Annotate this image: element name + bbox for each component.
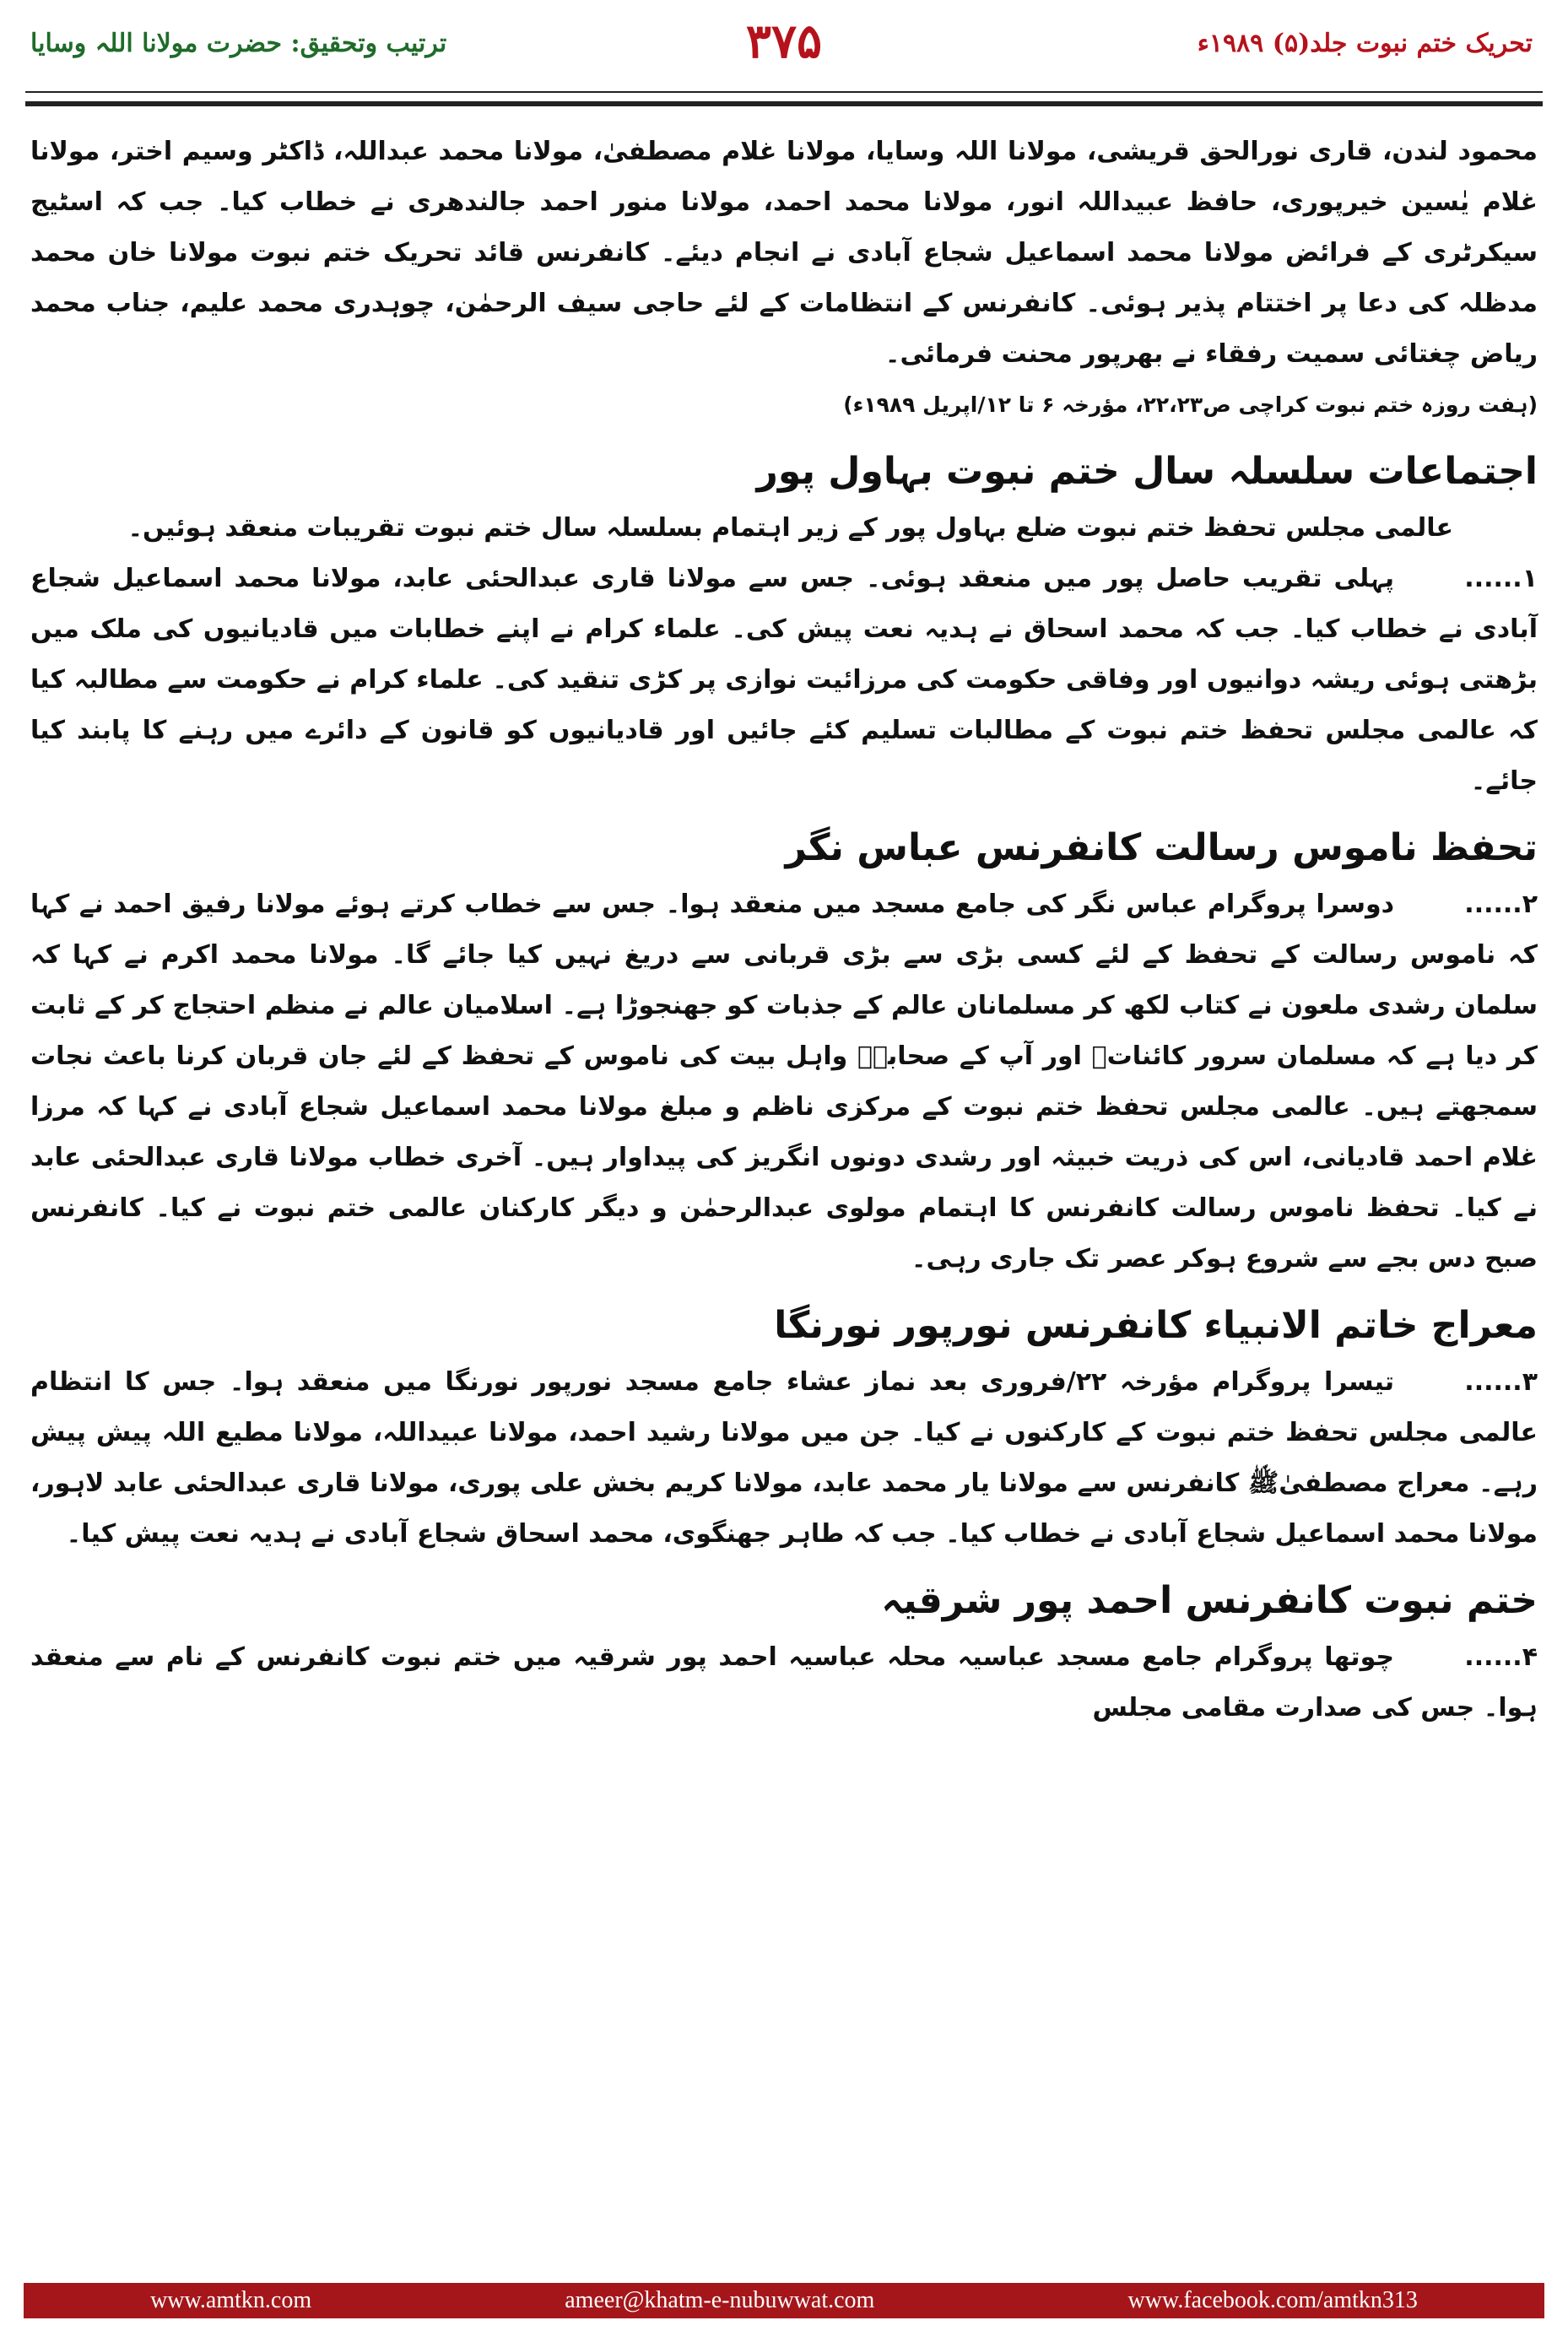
item-number-4: ۴......: [1464, 1642, 1538, 1672]
paragraph-3: [30, 1357, 1538, 1560]
section-heading-noorpur: معراج خاتم الانبیاء کانفرنس نورپور نورنگا: [774, 1304, 1538, 1347]
item-number-2: ۲......: [1464, 890, 1538, 919]
opening-paragraph: محمود لندن، قاری نورالحق قریشی، مولانا اللہ وسایا، مولانا غلام مصطفیٰ، مولانا محمد عبداللہ، ڈاکٹر وسیم اختر، مولانا غلام یٰسین خیرپوری، حافظ عبیداللہ انور، مولانا محمد احمد، مولانا منور احمد جالندھری نے خطاب کیا۔ جب کہ اسٹیج سیکرٹری کے فرائض مولانا محمد اسماعیل شجاع آبادی نے انجام دیئے۔ کانفرنس قائد تحریک ختم نبوت مولانا خان محمد مدظلہ کی دعا پر اختتام پذیر ہوئی۔ کانفرنس کے انتظامات کے لئے حاجی سیف الرحمٰن، چوہدری محمد علیم، جناب محمد ریاض چغتائی سمیت رفقاء نے بھرپور محنت فرمائی۔: [30, 137, 1538, 369]
page-footer: [24, 2283, 1544, 2318]
item-number-1: ۱......: [1464, 564, 1538, 593]
paragraph-2-text: دوسرا پروگرام عباس نگر کی جامع مسجد میں منعقد ہوا۔ جس سے خطاب کرتے ہوئے مولانا رفیق احمد نے کہا کہ ناموس رسالت کے تحفظ کے لئے کسی بڑی سے بڑی قربانی سے دریغ نہیں کیا جائے گا۔ مولانا محمد اکرم نے کہا کہ سلمان رشدی ملعون نے کتاب لکھ کر مسلمانان عالم کے جذبات کو جھنجوڑا ہے۔ اسلامیان عالم نے منظم احتجاج کر کے ثابت کر دیا ہے کہ مسلمان سرور کائناتﷺ اور آپ کے صحابہؓ واہل بیت کی ناموس کے تحفظ کے لئے جان قربان کرنا باعث نجات سمجھتے ہیں۔ عالمی مجلس تحفظ ختم نبوت کے مرکزی ناظم و مبلغ مولانا محمد اسماعیل شجاع آبادی نے کہا کہ مرزا غلام احمد قادیانی، اس کی ذریت خبیثہ اور رشدی دونوں انگریز کی پیداوار ہیں۔ آخری خطاب مولانا قاری عبدالحئی عابد نے کیا۔ تحفظ ناموس رسالت کانفرنس کا اہتمام مولوی عبدالرحمٰن و دیگر کارکنان عالمی ختم نبوت نے کیا۔ کانفرنس صبح دس بجے سے شروع ہوکر عصر تک جاری رہی۔: [30, 890, 1538, 1274]
paragraph-1: [30, 554, 1538, 807]
section-heading-ahmadpur: ختم نبوت کانفرنس احمد پور شرقیہ: [881, 1579, 1538, 1622]
paragraph-4: [30, 1632, 1538, 1734]
compiler-credit: ترتیب وتحقیق: حضرت مولانا اللہ وسایا: [30, 29, 447, 58]
page-body: [30, 127, 1538, 1734]
section-heading-abbas-nagar: تحفظ ناموس رسالت کانفرنس عباس نگر: [785, 826, 1538, 869]
paragraph-2: [30, 879, 1538, 1285]
page-number: ۳۷۵: [745, 14, 823, 69]
footer-facebook-link[interactable]: www.facebook.com/amtkn313: [1127, 2287, 1418, 2313]
book-title: تحریک ختم نبوت جلد(۵) ۱۹۸۹ء: [1197, 29, 1533, 58]
paragraph-3-text: تیسرا پروگرام مؤرخہ ۲۲/فروری بعد نماز عشاء جامع مسجد نورپور نورنگا میں منعقد ہوا۔ جس کا انتظام عالمی مجلس تحفظ ختم نبوت کے کارکنوں نے کیا۔ جن میں مولانا رشید احمد، مولانا عبیداللہ، مولانا مطیع اللہ پیش پیش رہے۔ معراج مصطفیٰﷺ کانفرنس سے مولانا یار محمد عابد، مولانا کریم بخش علی پوری، مولانا قاری عبدالحئی عابد لاہور، مولانا محمد اسماعیل شجاع آبادی نے خطاب کیا۔ جب کہ طاہر جھنگوی، محمد اسحاق شجاع آبادی نے ہدیہ نعت پیش کیا۔: [30, 1367, 1538, 1549]
source-reference: (ہفت روزہ ختم نبوت کراچی ص۲۲،۲۳، مؤرخہ ۶ تا ۱۲/اپریل ۱۹۸۹ء): [843, 392, 1538, 417]
paragraph-1-text: پہلی تقریب حاصل پور میں منعقد ہوئی۔ جس سے مولانا قاری عبدالحئی عابد، مولانا محمد اسماعیل شجاع آبادی نے خطاب کیا۔ جب کہ محمد اسحاق نے ہدیہ نعت پیش کی۔ علماء کرام نے اپنے خطابات میں قادیانیوں کی ملک میں بڑھتی ہوئی ریشہ دوانیوں اور وفاقی حکومت کی مرزائیت نوازی پر کڑی تنقید کی۔ علماء کرام نے حکومت سے مطالبہ کیا کہ عالمی مجلس تحفظ ختم نبوت کے مطالبات تسلیم کئے جائیں اور قادیانیوں کو قانون کے دائرے میں رہنے کا پابند کیا جائے۔: [30, 564, 1538, 796]
paragraph-4-text: چوتھا پروگرام جامع مسجد عباسیہ محلہ عباسیہ احمد پور شرقیہ میں ختم نبوت کانفرنس کے نام سے منعقد ہوا۔ جس کی صدارت مقامی مجلس: [30, 1642, 1538, 1723]
footer-website-link[interactable]: www.amtkn.com: [150, 2287, 312, 2313]
footer-email-link[interactable]: ameer@khatm-e-nubuwwat.com: [565, 2287, 875, 2313]
header-divider: [25, 91, 1543, 106]
item-number-3: ۳......: [1464, 1367, 1538, 1397]
page-header: [0, 0, 1568, 81]
section-intro-bahawalpur: عالمی مجلس تحفظ ختم نبوت ضلع بہاول پور کے زیر اہتمام بسلسلہ سال ختم نبوت تقریبات منعقد ہوئیں۔: [127, 513, 1453, 543]
section-heading-bahawalpur: اجتماعات سلسلہ سال ختم نبوت بہاول پور: [756, 450, 1538, 493]
